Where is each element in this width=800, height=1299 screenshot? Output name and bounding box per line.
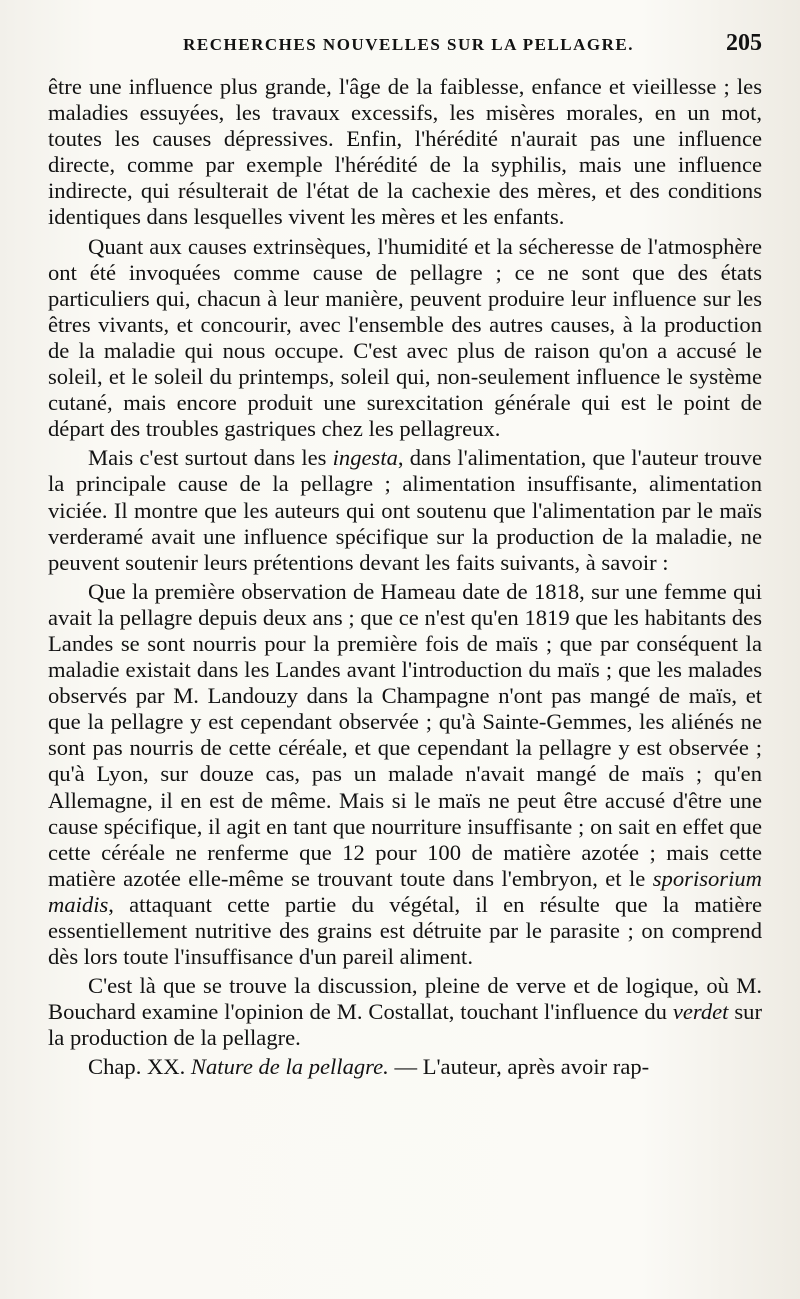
paragraph-5 — [48, 973, 762, 1051]
paragraph-5-italic: verdet — [672, 999, 729, 1025]
paragraph-1: être une influence plus grande, l'âge de la faiblesse, enfance et vieillesse ; les maladies essuyées, les travaux excessifs, les misères morales, en un mot, toutes les causes dépressives. Enfin, l'hérédité n'aurait pas une influence directe, comme par exemple l'hérédité de la syphilis, mais une influence indirecte, qui résulterait de l'état de la cachexie des mères, et des conditions identiques dans lesquelles vivent les mères et les enfants. — [48, 74, 762, 230]
paragraph-6-italic: Nature de la pellagre. — [190, 1054, 389, 1080]
paragraph-3 — [48, 445, 762, 575]
paragraph-3-text-a: Mais c'est surtout dans les — [88, 445, 333, 471]
page-number: 205 — [726, 30, 762, 56]
paragraph-4-italic: sporisorium maidis — [48, 865, 762, 917]
paragraph-4-text-b: , attaquant cette partie du végétal, il en résulte que la matière essentiellement nutritive des grains est détruite par le parasite ; on comprend dès lors toute l'insuffisance d'un pareil aliment. — [48, 891, 762, 970]
paragraph-5-text-b: sur la production de la pellagre. — [48, 999, 762, 1051]
paragraph-6 — [48, 1054, 762, 1080]
running-title: RECHERCHES NOUVELLES SUR LA PELLAGRE. — [183, 35, 634, 54]
paragraph-6-text-b: — L'auteur, après avoir rap- — [388, 1054, 650, 1080]
paragraph-4 — [48, 579, 762, 970]
body-text — [48, 74, 762, 1081]
paragraph-5-text-a: C'est là que se trouve la discussion, pleine de verve et de logique, où M. Bouchard examine l'opinion de M. Costallat, touchant l'influence du — [48, 973, 762, 1025]
page-header — [48, 30, 762, 74]
paragraph-2: Quant aux causes extrinsèques, l'humidité et la sécheresse de l'atmosphère ont été invoquées comme cause de pellagre ; ce ne sont que des états particuliers qui, chacun à leur manière, peuvent produire leur influence sur les êtres vivants, et concourir, avec l'ensemble des autres causes, à la production de la maladie qui nous occupe. C'est avec plus de raison qu'on a accusé le soleil, et le soleil du printemps, soleil qui, non-seulement influence le système cutané, mais encore produit une surexcitation générale qui est le point de départ des troubles gastriques chez les pellagreux. — [48, 233, 762, 442]
paragraph-3-italic: ingesta — [332, 445, 398, 471]
paragraph-4-text-a: Que la première observation de Hameau date de 1818, sur une femme qui avait la pellagre depuis deux ans ; que ce n'est qu'en 1819 que les habitants des Landes se sont nourris pour la première fois de maïs ; que par conséquent la maladie existait dans les Landes avant l'introduction du maïs ; que les malades observés par M. Landouzy dans la Champagne n'ont pas mangé de maïs, et que la pellagre y est cependant observée ; qu'à Sainte-Gemmes, les aliénés ne sont pas nourris de cette céréale, et que cependant la pellagre y est observée ; qu'à Lyon, sur douze cas, pas un malade n'avait mangé de maïs ; qu'en Allemagne, il en est de même. Mais si le maïs ne peut être accusé d'être une cause spécifique, il agit en tant que nourriture insuffisante ; on sait en effet que cette céréale ne renferme que 12 pour 100 de matière azotée ; mais cette matière azotée elle-même se trouvant toute dans l'embryon, et le — [48, 578, 762, 891]
paragraph-3-text-b: , dans l'alimentation, que l'auteur trouve la principale cause de la pellagre ; alimentation insuffisante, alimentation viciée. Il montre que les auteurs qui ont soutenu que l'alimentation par le maïs verderamé avait une influence spécifique sur la production de la maladie, ne peuvent soutenir leurs prétentions devant les faits suivants, à savoir : — [48, 445, 762, 575]
paragraph-6-text-a: Chap. XX. — [88, 1054, 191, 1080]
